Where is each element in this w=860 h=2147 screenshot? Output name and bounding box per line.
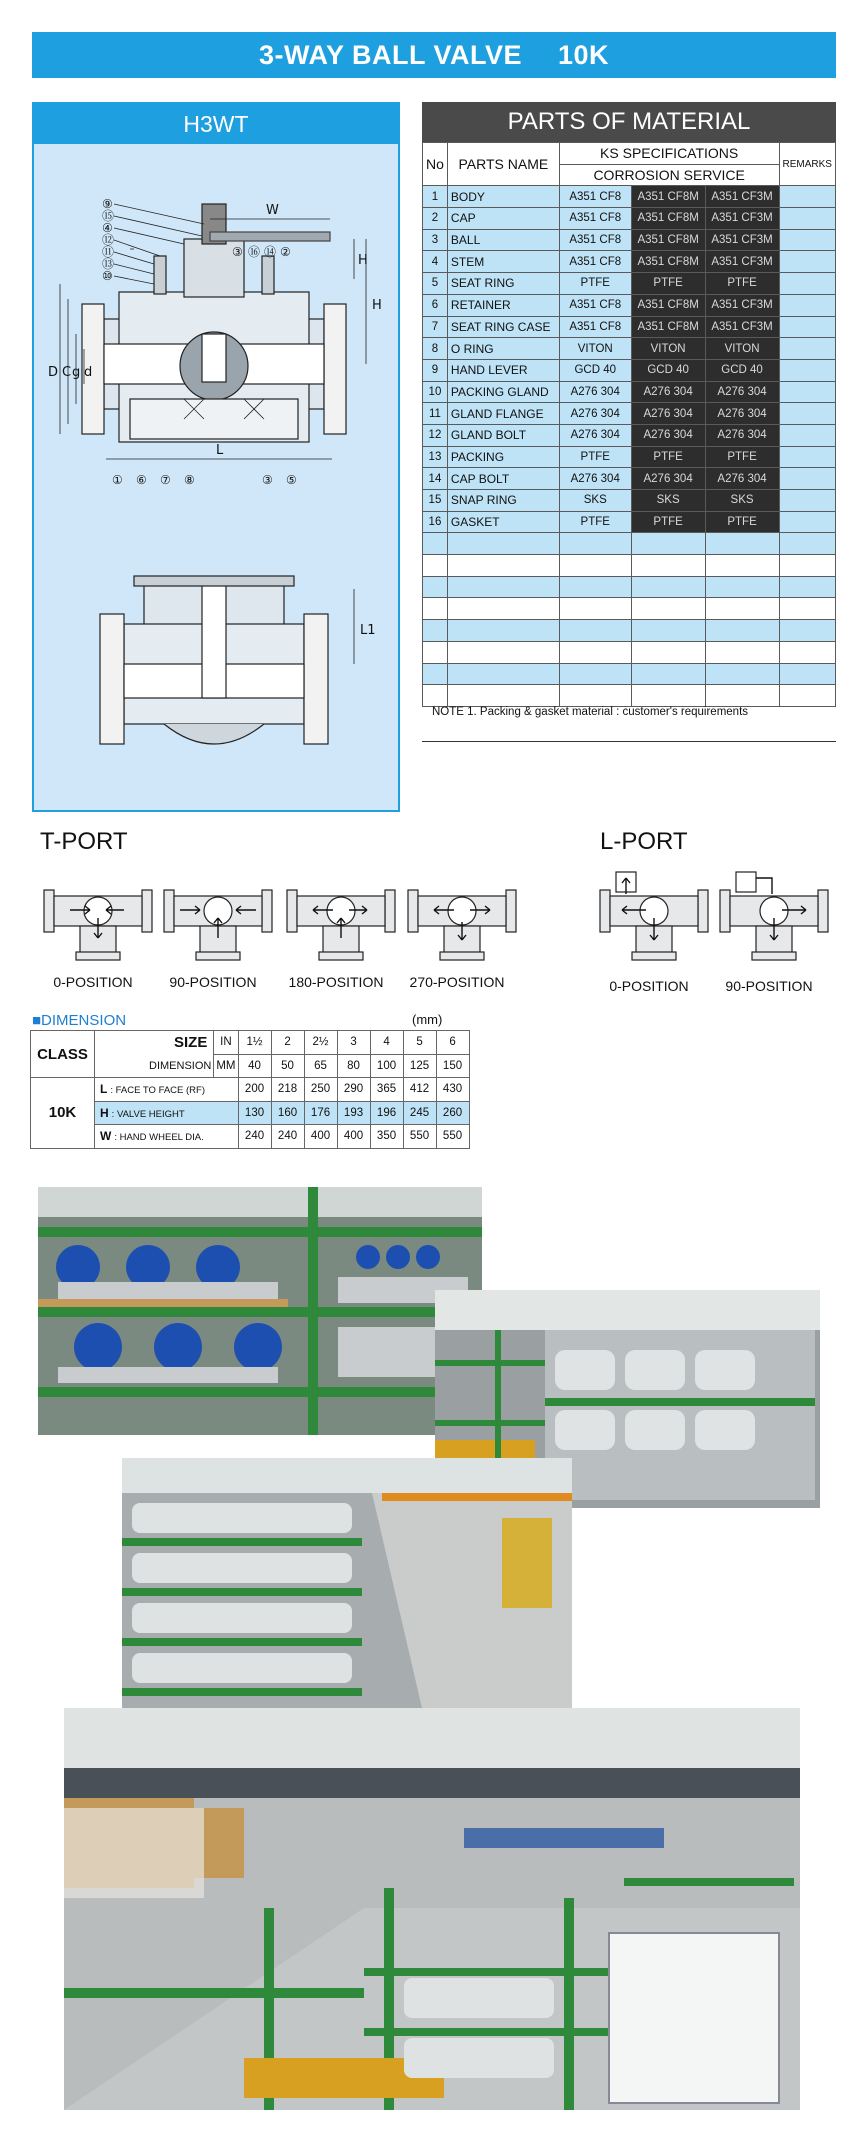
material-spec: PTFE [559,273,631,295]
empty-cell [705,663,779,685]
empty-cell [631,598,705,620]
material-spec: A351 CF3M [705,294,779,316]
material-spec: A351 CF8M [631,294,705,316]
t-port-diagram [404,868,520,969]
empty-cell [779,663,836,685]
empty-cell [705,685,779,707]
material-spec: A276 304 [631,468,705,490]
empty-cell [779,555,836,577]
parts-title: PARTS OF MATERIAL [422,102,836,142]
callout-1: ① [112,473,123,487]
dim-g-label: g [72,365,81,380]
material-spec: PTFE [559,446,631,468]
material-spec: A276 304 [631,424,705,446]
warehouse-photo-1 [38,1187,482,1435]
dimension-value: 240 [271,1125,304,1149]
size-mm-cell: 100 [370,1054,403,1078]
dimension-desc: : FACE TO FACE (RF) [110,1085,206,1097]
empty-cell [705,533,779,555]
remarks-cell [779,490,836,512]
remarks-cell [779,251,836,273]
parts-row [423,490,836,512]
part-name: PACKING [447,446,559,468]
material-spec: GCD 40 [705,359,779,381]
callout-7: ⑦ [160,473,171,487]
empty-cell [423,663,448,685]
page-title: 3-WAY BALL VALVE [258,39,523,70]
empty-cell [423,555,448,577]
remarks-cell [779,403,836,425]
valve-section-drawing [34,144,398,810]
callout-15: ⑮ [102,209,115,223]
part-name: RETAINER [447,294,559,316]
part-name: O RING [447,338,559,360]
material-spec: A276 304 [631,403,705,425]
dimension-title: ■DIMENSION [32,1012,127,1029]
dimension-value: 176 [304,1101,337,1125]
parts-row-empty [423,685,836,707]
parts-row [423,446,836,468]
empty-cell [447,533,559,555]
callout-11: ⑪ [102,245,115,259]
l-port-title: L-PORT [600,828,688,855]
dimension-value: 250 [304,1078,337,1102]
empty-cell [705,576,779,598]
material-spec: PTFE [705,446,779,468]
callout-2: ② [280,245,291,259]
part-name: BALL [447,229,559,251]
empty-cell [447,598,559,620]
dim-d-label: D [48,365,59,380]
dimension-value: 196 [370,1101,403,1125]
size-in-cell: 6 [436,1031,469,1055]
material-spec: PTFE [631,446,705,468]
part-no: 15 [423,490,448,512]
empty-cell [423,620,448,642]
parts-row [423,208,836,230]
dimension-row [31,1125,470,1149]
part-no: 9 [423,359,448,381]
remarks-cell [779,338,836,360]
part-no: 14 [423,468,448,490]
part-name: CAP [447,208,559,230]
parts-row [423,294,836,316]
remarks-cell [779,511,836,533]
material-spec: A351 CF3M [705,186,779,208]
remarks-cell [779,424,836,446]
warehouse-photo-3 [122,1458,572,1708]
size-mm-cell: 125 [403,1054,436,1078]
dimension-desc: : VALVE HEIGHT [111,1108,185,1120]
material-spec: GCD 40 [559,359,631,381]
dimension-value: 245 [403,1101,436,1125]
divider [422,741,836,742]
parts-row [423,511,836,533]
dim-h2-label: H [372,298,382,313]
t-port-position-label: 0-POSITION [53,974,133,990]
empty-cell [705,598,779,620]
dimension-value: 412 [403,1078,436,1102]
dimension-key: H [100,1105,109,1120]
size-in-cell: 2½ [304,1031,337,1055]
material-spec: A351 CF8M [631,208,705,230]
empty-cell [631,620,705,642]
t-port-position-label: 90-POSITION [169,974,257,990]
col-no: No [423,143,448,186]
part-name: PACKING GLAND [447,381,559,403]
material-spec: A351 CF3M [705,251,779,273]
empty-cell [631,641,705,663]
remarks-cell [779,273,836,295]
empty-cell [559,555,631,577]
parts-row [423,359,836,381]
parts-row [423,229,836,251]
size-mm-cell: 150 [436,1054,469,1078]
dimension-desc: : HAND WHEEL DIA. [114,1132,204,1144]
material-spec: PTFE [705,273,779,295]
empty-cell [631,663,705,685]
empty-cell [779,641,836,663]
part-no: 4 [423,251,448,273]
empty-cell [447,685,559,707]
size-mm-cell: 65 [304,1054,337,1078]
callout-3-top: ③ [232,245,243,259]
empty-cell [559,663,631,685]
l-port-position-label: 90-POSITION [725,978,813,994]
size-mm-cell: 80 [337,1054,370,1078]
parts-row [423,251,836,273]
dimension-value: 430 [436,1078,469,1102]
dimension-row-label [95,1125,239,1149]
parts-row [423,403,836,425]
part-no: 8 [423,338,448,360]
callout-14: ⑭ [264,245,277,259]
dim-l1-label: L1 [360,623,376,638]
mm-label: MM [214,1054,238,1078]
empty-cell [559,533,631,555]
material-spec: A351 CF8M [631,251,705,273]
parts-row [423,338,836,360]
dimension-value: 193 [337,1101,370,1125]
material-spec: A276 304 [705,424,779,446]
material-spec: A276 304 [559,403,631,425]
empty-cell [705,555,779,577]
material-spec: A351 CF8 [559,186,631,208]
empty-cell [631,685,705,707]
empty-cell [447,576,559,598]
material-spec: VITON [559,338,631,360]
part-no: 1 [423,186,448,208]
part-name: GLAND BOLT [447,424,559,446]
empty-cell [779,620,836,642]
parts-row [423,468,836,490]
dimension-key: L [100,1082,108,1097]
col-corrosion-service: CORROSION SERVICE [559,164,779,186]
dimension-key: W [100,1129,112,1144]
dimension-value: 400 [304,1125,337,1149]
dimension-value: 365 [370,1078,403,1102]
part-name: SEAT RING CASE [447,316,559,338]
t-port-position-label: 270-POSITION [409,974,505,990]
part-name: CAP BOLT [447,468,559,490]
material-spec: A276 304 [631,381,705,403]
remarks-cell [779,316,836,338]
parts-row-empty [423,641,836,663]
size-in-cell: 2 [271,1031,304,1055]
material-spec: A276 304 [559,468,631,490]
parts-row [423,316,836,338]
material-spec: A351 CF8 [559,316,631,338]
class-value: 10K [31,1078,95,1149]
part-name: HAND LEVER [447,359,559,381]
callout-13: ⑬ [102,257,115,271]
material-spec: SKS [705,490,779,512]
l-port-diagram [596,868,712,969]
parts-row [423,381,836,403]
material-spec: A351 CF8M [631,186,705,208]
callout-3-bottom: ③ [262,473,273,487]
parts-row-empty [423,663,836,685]
dimension-value: 290 [337,1078,370,1102]
empty-cell [447,663,559,685]
empty-cell [447,641,559,663]
empty-cell [423,576,448,598]
material-spec: GCD 40 [631,359,705,381]
remarks-cell [779,294,836,316]
remarks-cell [779,186,836,208]
material-spec: A351 CF8 [559,294,631,316]
material-spec: A276 304 [705,468,779,490]
empty-cell [631,576,705,598]
size-mm-cell: 50 [271,1054,304,1078]
dimension-value: 260 [436,1101,469,1125]
parts-row-empty [423,555,836,577]
t-port-diagram [40,868,156,969]
empty-cell [779,598,836,620]
parts-row-empty [423,533,836,555]
part-name: STEM [447,251,559,273]
dimension-value: 160 [271,1101,304,1125]
empty-cell [631,533,705,555]
parts-row-empty [423,598,836,620]
part-no: 12 [423,424,448,446]
parts-row-empty [423,576,836,598]
dimension-row [31,1101,470,1125]
remarks-cell [779,381,836,403]
dimension-value: 200 [238,1078,271,1102]
material-spec: A351 CF8 [559,208,631,230]
size-in-cell: 5 [403,1031,436,1055]
dimension-value: 240 [238,1125,271,1149]
remarks-cell [779,468,836,490]
dimension-value: 400 [337,1125,370,1149]
dim-h-label: H [358,253,368,268]
dimension-table [30,1030,470,1149]
dimension-unit: (mm) [412,1012,443,1027]
dimension-label: DIMENSION [149,1059,212,1072]
remarks-cell [779,208,836,230]
parts-of-material [422,102,836,742]
callout-16: ⑯ [248,245,261,259]
col-remarks: REMARKS [779,143,836,186]
empty-cell [705,620,779,642]
model-drawing-panel [32,102,400,812]
parts-note: NOTE 1. Packing & gasket material : customer's requirements [432,706,749,718]
empty-cell [779,533,836,555]
material-spec: SKS [631,490,705,512]
dimension-value: 550 [403,1125,436,1149]
material-spec: A351 CF3M [705,316,779,338]
dimension-value: 350 [370,1125,403,1149]
part-name: SNAP RING [447,490,559,512]
dimension-value: 130 [238,1101,271,1125]
part-no: 6 [423,294,448,316]
t-port-diagram [160,868,276,969]
page-title-banner [32,32,836,78]
material-spec: A351 CF3M [705,208,779,230]
part-name: GASKET [447,511,559,533]
dimension-value: 550 [436,1125,469,1149]
t-port-diagram [283,868,399,969]
part-name: BODY [447,186,559,208]
material-spec: VITON [705,338,779,360]
material-spec: A276 304 [705,381,779,403]
empty-cell [779,685,836,707]
material-spec: A276 304 [705,403,779,425]
callout-6: ⑥ [136,473,147,487]
parts-table [422,142,836,707]
dim-c-label: C [62,365,72,380]
parts-row-empty [423,620,836,642]
part-name: SEAT RING [447,273,559,295]
callout-10: ⑩ [102,269,113,283]
part-no: 16 [423,511,448,533]
part-no: 5 [423,273,448,295]
in-label: IN [214,1031,238,1055]
empty-cell [447,620,559,642]
empty-cell [447,555,559,577]
empty-cell [779,576,836,598]
empty-cell [559,598,631,620]
empty-cell [559,685,631,707]
part-no: 3 [423,229,448,251]
dimension-label-cell [95,1054,214,1078]
material-spec: A351 CF8M [631,229,705,251]
callout-8: ⑧ [184,473,195,487]
l-port-diagram [716,868,832,969]
empty-cell [559,576,631,598]
material-spec: A351 CF3M [705,229,779,251]
part-name: GLAND FLANGE [447,403,559,425]
warehouse-photo-4 [64,1708,800,2110]
col-ks-spec: KS SPECIFICATIONS [559,143,779,165]
remarks-cell [779,229,836,251]
material-spec: A276 304 [559,424,631,446]
material-spec: A351 CF8 [559,251,631,273]
material-spec: SKS [559,490,631,512]
dim-w-label: W [266,203,279,218]
callout-12: ⑫ [102,233,115,247]
size-mm-cell: 40 [238,1054,271,1078]
parts-row [423,186,836,208]
dimension-row [31,1078,470,1102]
dimension-value: 218 [271,1078,304,1102]
empty-cell [423,685,448,707]
t-port-position-label: 180-POSITION [288,974,384,990]
callout-9: ⑨ [102,197,113,211]
empty-cell [631,555,705,577]
class-header: CLASS [31,1031,95,1078]
part-no: 7 [423,316,448,338]
size-label: SIZE [174,1034,208,1051]
material-spec: PTFE [559,511,631,533]
empty-cell [705,641,779,663]
callout-4: ④ [102,221,113,235]
material-spec: PTFE [631,273,705,295]
material-spec: VITON [631,338,705,360]
t-port-title: T-PORT [40,828,128,855]
size-in-cell: 1½ [238,1031,271,1055]
dimension-row-label [95,1078,239,1102]
material-spec: A276 304 [559,381,631,403]
empty-cell [559,620,631,642]
part-no: 2 [423,208,448,230]
empty-cell [423,533,448,555]
parts-row [423,273,836,295]
remarks-cell [779,359,836,381]
material-spec: A351 CF8 [559,229,631,251]
material-spec: PTFE [631,511,705,533]
model-name: H3WT [34,104,398,144]
l-port-position-label: 0-POSITION [609,978,689,994]
dim-l-label: L [216,443,224,458]
dimension-row-label [95,1101,239,1125]
part-no: 10 [423,381,448,403]
parts-row [423,424,836,446]
dim-small-d-label: d [84,365,93,380]
part-no: 11 [423,403,448,425]
empty-cell [559,641,631,663]
size-dimension-header [95,1031,214,1055]
col-parts-name: PARTS NAME [447,143,559,186]
pressure-class-code: 10K [558,39,610,70]
callout-5: ⑤ [286,473,297,487]
size-in-cell: 4 [370,1031,403,1055]
part-no: 13 [423,446,448,468]
remarks-cell [779,446,836,468]
size-in-cell: 3 [337,1031,370,1055]
material-spec: A351 CF8M [631,316,705,338]
material-spec: PTFE [705,511,779,533]
empty-cell [423,641,448,663]
empty-cell [423,598,448,620]
